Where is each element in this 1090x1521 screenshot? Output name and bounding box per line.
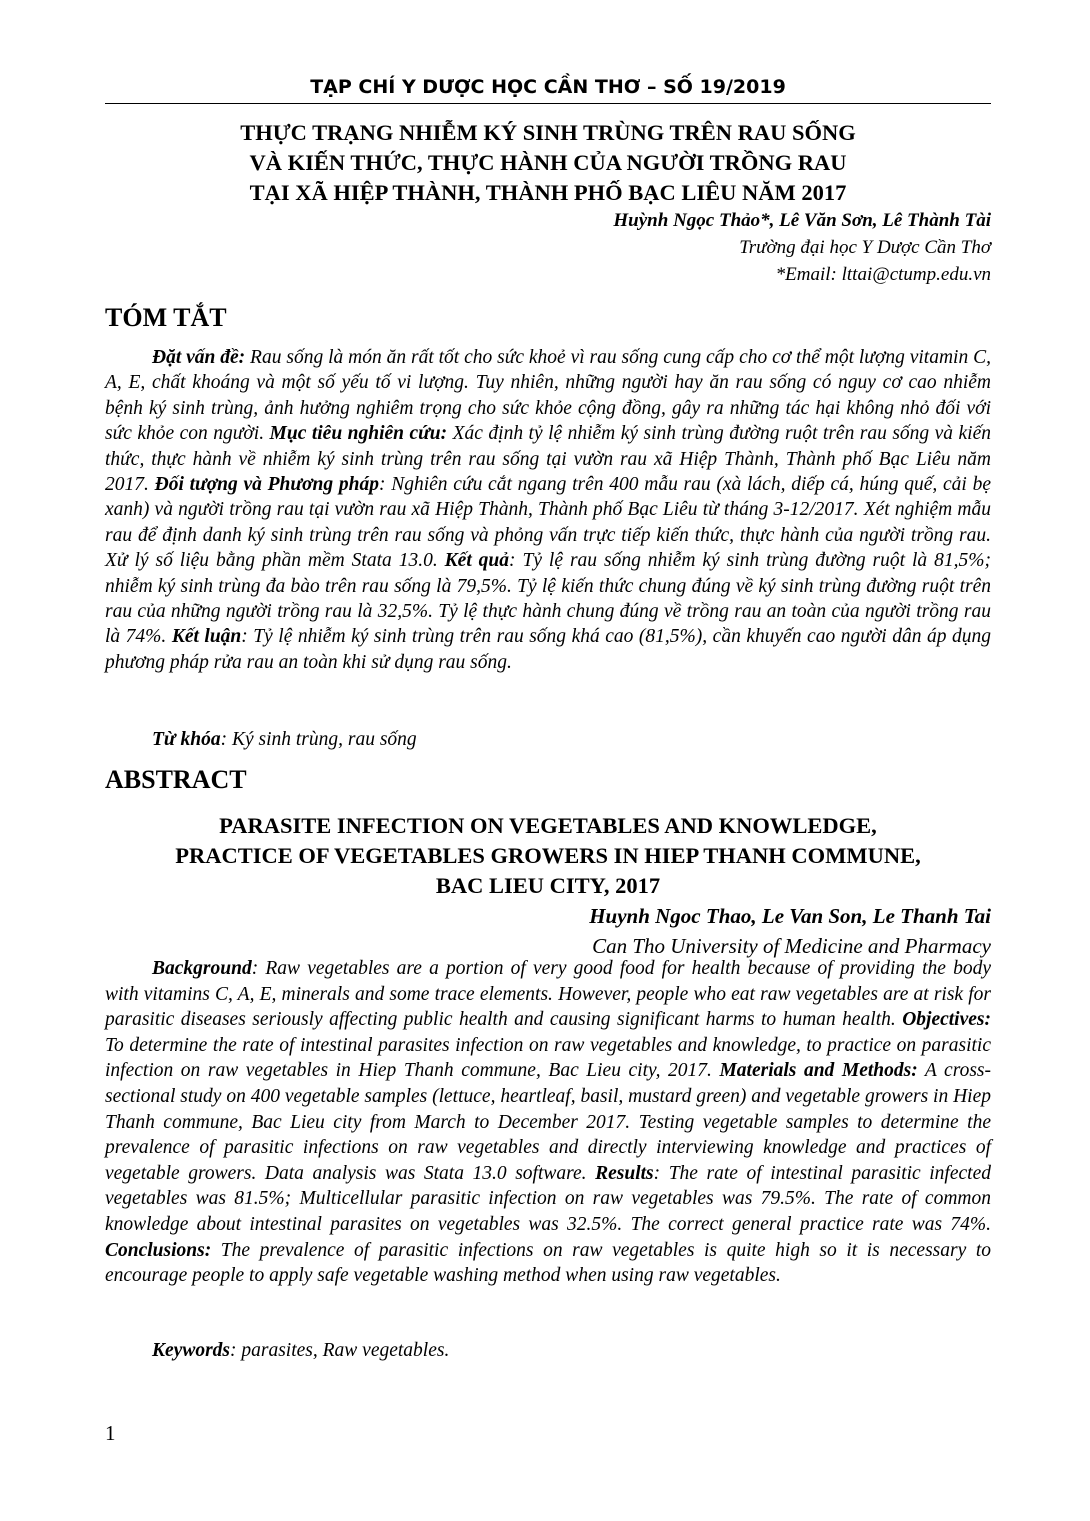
en-conclusion-text: The prevalence of parasitic infections on raw vegetables is quite high so it is necessary to encourage people to apply safe vegetable washing method when using raw vegetables. bbox=[105, 1239, 991, 1287]
vietnamese-title-line-1: THỰC TRẠNG NHIỄM KÝ SINH TRÙNG TRÊN RAU SỐNG bbox=[240, 120, 856, 145]
journal-header: TẠP CHÍ Y DƯỢC HỌC CẦN THƠ – SỐ 19/2019 bbox=[310, 76, 786, 98]
vietnamese-author-block bbox=[613, 207, 991, 288]
english-authors: Huynh Ngoc Thao, Le Van Son, Le Thanh Tai bbox=[589, 904, 991, 928]
vietnamese-title-line-2: VÀ KIẾN THỨC, THỰC HÀNH CỦA NGƯỜI TRỒNG RAU bbox=[249, 150, 847, 175]
vn-conclusion-label: Kết luận bbox=[171, 626, 242, 648]
vn-keywords-label: Từ khóa bbox=[152, 729, 221, 750]
abstract-heading: ABSTRACT bbox=[105, 765, 247, 794]
en-background-text: : Raw vegetables are a portion of very good food for health because of providing the body with vitamins C, A, E, minerals and some trace elements. However, people who eat raw vegetables are at risk for parasitic diseases seriously affecting public health and causing significant harms to human health. bbox=[105, 958, 991, 1031]
vietnamese-affiliation: Trường đại học Y Dược Cần Thơ bbox=[739, 237, 991, 258]
english-title bbox=[105, 811, 991, 901]
en-keywords-text: : parasites, Raw vegetables. bbox=[230, 1340, 450, 1361]
en-keywords-label: Keywords bbox=[152, 1340, 230, 1361]
en-methods-text: A cross-sectional study on 400 vegetable samples (lettuce, heartleaf, basil, mustard green) and vegetable growers in Hiep Thanh commune, Bac Lieu city from March to December 2017. Testing vegetable samples to determine the prevalence of parasitic infections on raw vegetables and directly interviewing knowledge and practices of vegetable growers. Data analysis was Stata 13.0 software. bbox=[105, 1060, 991, 1184]
english-title-line-2: PRACTICE OF VEGETABLES GROWERS IN HIEP THANH COMMUNE, bbox=[175, 843, 921, 868]
corresponding-email[interactable]: *Email: lttai@ctump.edu.vn bbox=[775, 264, 991, 285]
vietnamese-keywords bbox=[152, 729, 417, 751]
vietnamese-title-line-3: TẠI XÃ HIỆP THÀNH, THÀNH PHỐ BẠC LIÊU NĂM 2017 bbox=[249, 180, 847, 205]
page-number: 1 bbox=[105, 1421, 116, 1445]
vn-conclusion-text: : Tỷ lệ nhiễm ký sinh trùng trên rau sống khá cao (81,5%), cần khuyến cao người dân áp dụng phương pháp rửa rau an toàn khi sử dụng rau sống. bbox=[105, 626, 991, 673]
vn-background-label: Đặt vấn đề: bbox=[152, 347, 246, 368]
header-rule bbox=[105, 103, 991, 104]
english-keywords bbox=[152, 1340, 449, 1362]
english-author-block bbox=[589, 901, 991, 961]
vn-objectives-text: Xác định tỷ lệ nhiễm ký sinh trùng đường ruột trên rau sống và kiến thức, thực hành về nhiễm ký sinh trùng trên rau sống tại vườn rau xã Hiệp Thành, Thành phố Bạc Liêu năm 2017. bbox=[105, 423, 991, 496]
vn-background-text: Rau sống là món ăn rất tốt cho sức khoẻ vì rau sống cung cấp cho cơ thể một lượng vitamin C, A, E, chất khoáng và một số yếu tố vi lượng. Tuy nhiên, những người hay ăn rau sống có nguy cơ cao nhiễm bệnh ký sinh trùng, ảnh hưởng nghiêm trọng cho sức khỏe cộng đồng, gây ra những tác hại không nhỏ đối với sức khỏe con người. bbox=[105, 347, 991, 445]
en-methods-label: Materials and Methods: bbox=[719, 1060, 918, 1082]
english-abstract bbox=[105, 956, 991, 1289]
en-objectives-text: To determine the rate of intestinal parasites infection on raw vegetables and knowledge, to practice on parasitic infection on raw vegetables in Hiep Thanh commune, Bac Lieu city, 2017. bbox=[105, 1034, 991, 1082]
vietnamese-authors: Huỳnh Ngọc Thảo*, Lê Văn Sơn, Lê Thành Tài bbox=[613, 210, 991, 231]
vietnamese-title bbox=[105, 118, 991, 208]
vn-results-label: Kết quả bbox=[444, 550, 510, 572]
summary-heading: TÓM TẮT bbox=[105, 303, 227, 332]
en-results-text: : The rate of intestinal parasitic infected vegetables was 81.5%; Multicellular parasitic infection on raw vegetables was 79.5%. The rate of common knowledge about intestinal parasites on vegetables was 32.5%. The correct general practice rate was 74%. bbox=[105, 1162, 991, 1235]
en-results-label: Results bbox=[595, 1162, 654, 1184]
vietnamese-summary bbox=[105, 345, 991, 675]
english-title-line-1: PARASITE INFECTION ON VEGETABLES AND KNOWLEDGE, bbox=[219, 813, 877, 838]
english-affiliation: Can Tho University of Medicine and Pharmacy bbox=[592, 934, 991, 958]
en-conclusion-label: Conclusions: bbox=[105, 1239, 212, 1261]
vn-methods-text: : Nghiên cứu cắt ngang trên 400 mẫu rau (xà lách, diếp cá, húng quế, cải bẹ xanh) và người trồng rau tại vườn rau xã Hiệp Thành, Thành phố Bạc Liêu từ tháng 3-12/2017. Xét nghiệm mẫu rau để định danh ký sinh trùng trên rau sống và phỏng vấn trực tiếp kiến thức, thực hành của người trồng rau. Xử lý số liệu bằng phần mềm Stata 13.0. bbox=[105, 474, 991, 572]
vn-keywords-text: : Ký sinh trùng, rau sống bbox=[220, 729, 417, 750]
vn-methods-label: Đối tượng và Phương pháp bbox=[154, 474, 379, 496]
english-title-line-3: BAC LIEU CITY, 2017 bbox=[435, 873, 661, 898]
en-background-label: Background bbox=[152, 958, 252, 979]
en-objectives-label: Objectives: bbox=[902, 1009, 991, 1031]
vn-objectives-label: Mục tiêu nghiên cứu: bbox=[269, 423, 448, 445]
vn-results-text: : Tỷ lệ rau sống nhiễm ký sinh trùng đường ruột là 81,5%; nhiễm ký sinh trùng đa bào trên rau sống là 79,5%. Tỷ lệ kiến thức chung đúng về ký sinh trùng đường ruột trên rau của những người trồng rau là 32,5%. Tỷ lệ thực hành chung đúng về trồng rau an toàn của người trồng rau là 74%. bbox=[105, 550, 991, 648]
